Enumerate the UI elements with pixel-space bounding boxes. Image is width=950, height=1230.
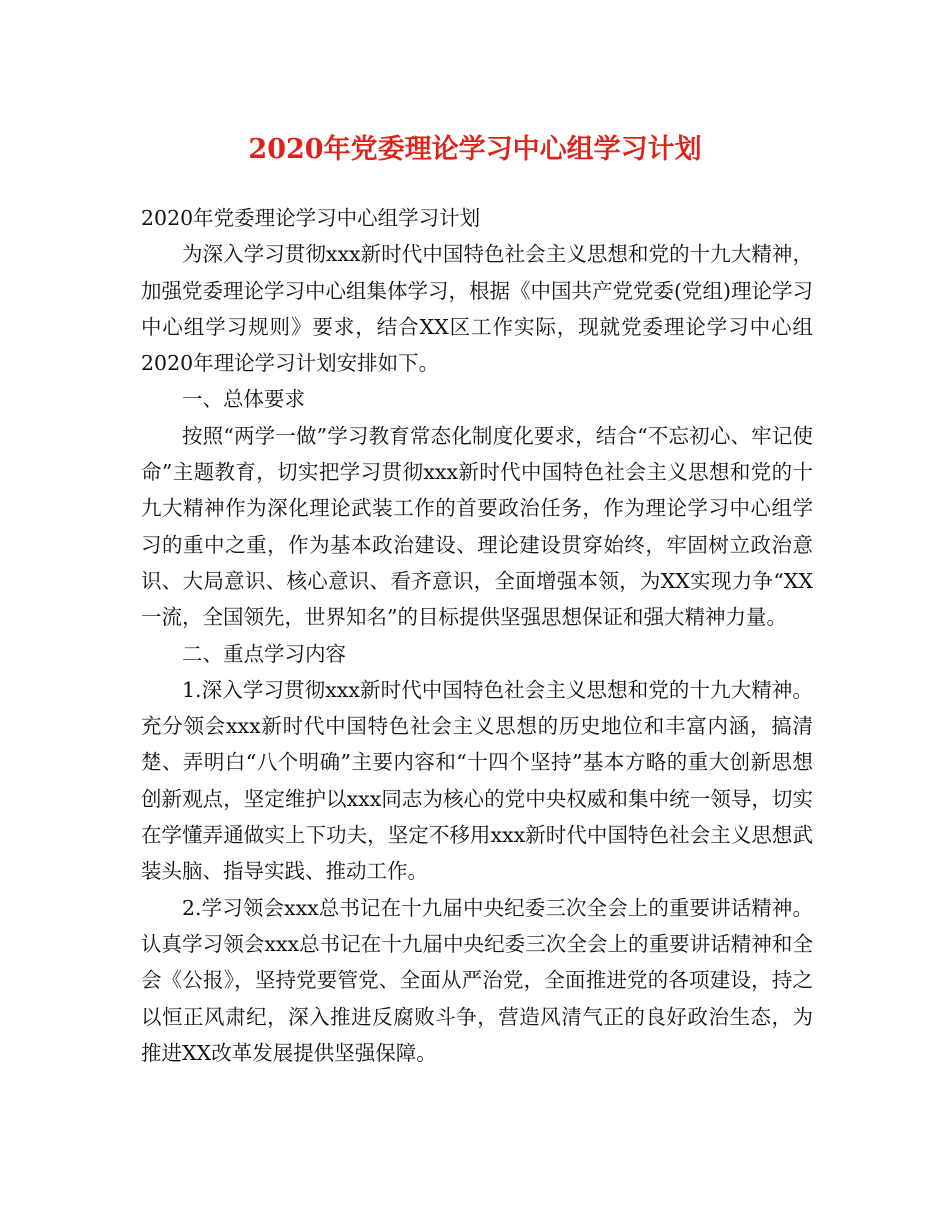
document-title: 2020年党委理论学习中心组学习计划 (248, 134, 702, 165)
intro-paragraph: 为深入学习贯彻xxx新时代中国特色社会主义思想和党的十九大精神，加强党委理论学习中心组集体学习，根据《中国共产党党委(党组)理论学习中心组学习规则》要求，结合XX区工作实际，现就党委理论学习中心组2020年理论学习计划安排如下。 (141, 242, 813, 376)
section-heading-key-content: 二、重点学习内容 (182, 641, 346, 666)
section-heading-general-requirements: 一、总体要求 (182, 387, 305, 412)
document-subtitle: 2020年党委理论学习中心组学习计划 (141, 206, 481, 230)
general-requirements-paragraph: 按照“两学一做”学习教育常态化制度化要求，结合“不忘初心、牢记使命”主题教育，切实把学习贯彻xxx新时代中国特色社会主义思想和党的十九大精神作为深化理论武装工作的首要政治任务，作为理论学习中心组学习的重中之重，作为基本政治建设、理论建设贯穿始终，牢固树立政治意识、大局意识、核心意识、看齐意识，全面增强本领，为XX实现力争“XX一流，全国领先，世界知名”的目标提供坚强思想保证和强大精神力量。 (141, 423, 813, 630)
key-content-item-2: 2.学习领会xxx总书记在十九届中央纪委三次全会上的重要讲话精神。认真学习领会xxx总书记在十九届中央纪委三次全会上的重要讲话精神和全会《公报》，坚持党要管党、全面从严治党，全面推进党的各项建设，持之以恒正风肃纪，深入推进反腐败斗争，营造风清气正的良好政治生态，为推进XX改革发展提供坚强保障。 (141, 895, 813, 1065)
document-body (141, 200, 813, 1071)
key-content-item-1: 1.深入学习贯彻xxx新时代中国特色社会主义思想和党的十九大精神。充分领会xxx新时代中国特色社会主义思想的历史地位和丰富内涵，搞清楚、弄明白“八个明确”主要内容和“十四个坚持”基本方略的重大创新思想创新观点，坚定维护以xxx同志为核心的党中央权威和集中统一领导，切实在学懂弄通做实上下功夫，坚定不移用xxx新时代中国特色社会主义思想武装头脑、指导实践、推动工作。 (141, 677, 813, 884)
